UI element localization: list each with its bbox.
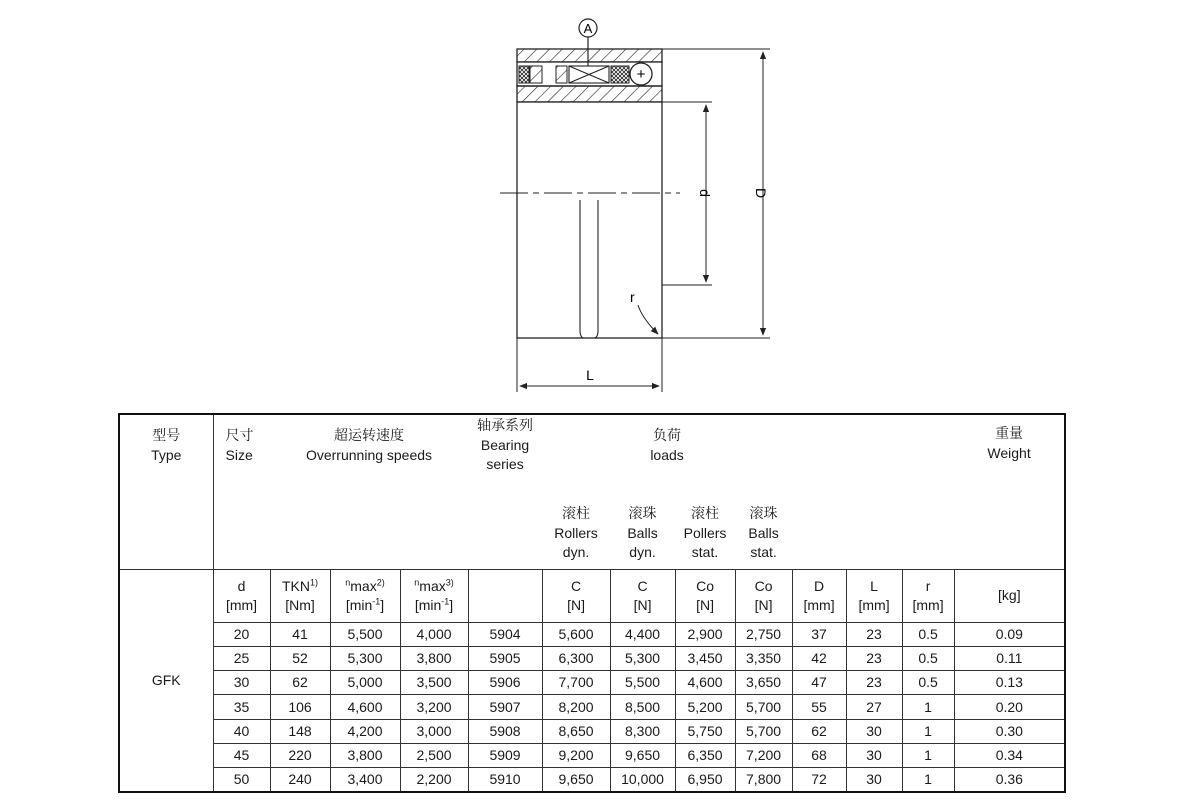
table-cell: 0.11 [954, 646, 1065, 670]
table-row [119, 671, 1065, 695]
table-row [119, 719, 1065, 743]
table-cell: 4,400 [610, 622, 675, 646]
table-cell: 25 [213, 646, 270, 670]
table-cell: 4,200 [330, 719, 400, 743]
table-cell [902, 503, 954, 570]
spec-table [118, 413, 1066, 793]
table-cell: 40 [213, 719, 270, 743]
rollers-dyn-header: 滚柱 Rollers dyn. [554, 505, 598, 560]
balls-dyn-header: 滚珠 Balls dyn. [627, 505, 658, 560]
table-cell: 240 [270, 768, 330, 792]
table-cell: 42 [792, 646, 846, 670]
table-cell: 10,000 [610, 768, 675, 792]
table-cell: 3,650 [735, 671, 792, 695]
table-cell: 5,000 [330, 671, 400, 695]
unit-nmax3: $^n\max^{3)}$ $[\min^{-1}]$ [400, 570, 468, 623]
table-cell: 35 [213, 695, 270, 719]
unit-c-rollers: C [N] [542, 570, 610, 623]
table-cell: 30 [846, 743, 902, 767]
table-cell: 3,350 [735, 646, 792, 670]
outer-race-section [517, 49, 662, 62]
weight-header: 重量 Weight [987, 426, 1031, 461]
table-cell: 20 [213, 622, 270, 646]
table-cell: 2,900 [675, 622, 735, 646]
table-cell: 30 [846, 768, 902, 792]
table-cell: 5,500 [330, 622, 400, 646]
table-cell: 3,400 [330, 768, 400, 792]
table-row [119, 768, 1065, 792]
type-value: GFK [119, 570, 213, 792]
table-cell: 50 [213, 768, 270, 792]
table-cell: 8,500 [610, 695, 675, 719]
table-row [119, 622, 1065, 646]
table-cell: 5905 [468, 646, 542, 670]
unit-d: d [mm] [213, 570, 270, 623]
table-cell: 37 [792, 622, 846, 646]
unit-D: D [mm] [792, 570, 846, 623]
bearing-body [517, 102, 662, 338]
table-cell: 5907 [468, 695, 542, 719]
table-cell: 62 [270, 671, 330, 695]
table-cell: 3,450 [675, 646, 735, 670]
table-cell: 9,200 [542, 743, 610, 767]
table-cell: 5,500 [610, 671, 675, 695]
table-cell: 30 [846, 719, 902, 743]
table-cell: 1 [902, 743, 954, 767]
table-cell: 148 [270, 719, 330, 743]
unit-co-rollers: Co [N] [675, 570, 735, 623]
table-row [119, 695, 1065, 719]
table-cell: 72 [792, 768, 846, 792]
table-cell: 9,650 [610, 743, 675, 767]
type-header: 型号 Type [119, 414, 213, 570]
table-cell: 5,300 [610, 646, 675, 670]
table-cell: 5,700 [735, 719, 792, 743]
table-cell [330, 503, 400, 570]
table-cell: 7,800 [735, 768, 792, 792]
table-row [119, 646, 1065, 670]
marker-a-label: A [583, 21, 593, 36]
dim-r-label: r [630, 289, 635, 305]
table-cell: 0.20 [954, 695, 1065, 719]
unit-L: L [mm] [846, 570, 902, 623]
table-cell: 4,600 [675, 671, 735, 695]
table-cell: 5910 [468, 768, 542, 792]
table-cell: 41 [270, 622, 330, 646]
table-cell: 2,500 [400, 743, 468, 767]
table-cell: 23 [846, 671, 902, 695]
table-cell: 5906 [468, 671, 542, 695]
table-row [119, 743, 1065, 767]
table-cell: 27 [846, 695, 902, 719]
rollers-stat-header: 滚柱 Pollers stat. [683, 505, 727, 560]
table-cell: 0.5 [902, 671, 954, 695]
table-cell: 2,750 [735, 622, 792, 646]
inner-race-section [517, 86, 662, 102]
table-cell [954, 503, 1065, 570]
table-cell: 6,350 [675, 743, 735, 767]
table-cell: 5,300 [330, 646, 400, 670]
unit-bearing [468, 570, 542, 623]
table-cell: 6,950 [675, 768, 735, 792]
table-cell: 8,650 [542, 719, 610, 743]
table-cell: 1 [902, 695, 954, 719]
table-cell: 3,200 [400, 695, 468, 719]
table-cell: 0.13 [954, 671, 1065, 695]
table-cell: 23 [846, 646, 902, 670]
table-cell: 2,200 [400, 768, 468, 792]
table-cell: 7,700 [542, 671, 610, 695]
plus-symbol: + [636, 66, 646, 83]
dim-L-label: L [586, 367, 594, 383]
unit-co-balls: Co [N] [735, 570, 792, 623]
table-cell: 5,700 [735, 695, 792, 719]
table-cell: 0.34 [954, 743, 1065, 767]
table-cell: 8,300 [610, 719, 675, 743]
table-cell: 62 [792, 719, 846, 743]
table-cell [400, 503, 468, 570]
loads-header: 负荷 loads [650, 428, 684, 463]
table-cell [213, 503, 270, 570]
dim-D-label: D [753, 187, 769, 199]
unit-r: r [mm] [902, 570, 954, 623]
table-cell: 47 [792, 671, 846, 695]
unit-weight: [kg] [954, 570, 1065, 623]
table-cell [270, 503, 330, 570]
table-cell: 3,500 [400, 671, 468, 695]
table-cell: 0.5 [902, 646, 954, 670]
unit-tkn: TKN$^{1)}$ [Nm] [270, 570, 330, 623]
table-cell: 0.5 [902, 622, 954, 646]
table-cell: 5908 [468, 719, 542, 743]
table-cell: 3,800 [400, 646, 468, 670]
unit-nmax2: $^n\max^{2)}$ $[\min^{-1}]$ [330, 570, 400, 623]
balls-stat-header: 滚珠 Balls stat. [748, 505, 779, 560]
table-cell: 3,000 [400, 719, 468, 743]
table-cell: 5,600 [542, 622, 610, 646]
table-cell: 68 [792, 743, 846, 767]
table-cell: 30 [213, 671, 270, 695]
units-row [119, 570, 1065, 623]
table-cell: 8,200 [542, 695, 610, 719]
unit-c-balls: C [N] [610, 570, 675, 623]
bearing-series-header: 轴承系列 Bearing series [477, 418, 534, 472]
table-cell: 0.09 [954, 622, 1065, 646]
table-cell: 5,200 [675, 695, 735, 719]
table-cell: 106 [270, 695, 330, 719]
speed-header: 超运转速度 Overrunning speeds [305, 428, 433, 463]
table-cell: 52 [270, 646, 330, 670]
table-cell: 5,750 [675, 719, 735, 743]
load-subheader-row [119, 503, 1065, 570]
size-header: 尺寸 Size [225, 428, 254, 463]
table-cell [792, 414, 954, 503]
table-cell [468, 503, 542, 570]
table-cell: 5909 [468, 743, 542, 767]
table-cell: 4,600 [330, 695, 400, 719]
table-cell: 9,650 [542, 768, 610, 792]
table-cell: 0.36 [954, 768, 1065, 792]
table-cell: 45 [213, 743, 270, 767]
table-cell [846, 503, 902, 570]
table-cell: 3,800 [330, 743, 400, 767]
table-cell: 5904 [468, 622, 542, 646]
table-cell: 7,200 [735, 743, 792, 767]
header-row [119, 414, 1065, 503]
table-cell [792, 503, 846, 570]
table-cell: 1 [902, 719, 954, 743]
table-cell: 220 [270, 743, 330, 767]
table-cell: 23 [846, 622, 902, 646]
table-cell: 55 [792, 695, 846, 719]
table-cell: 0.30 [954, 719, 1065, 743]
table-cell: 1 [902, 768, 954, 792]
dim-d-label: d [697, 189, 713, 197]
table-cell: 6,300 [542, 646, 610, 670]
table-cell: 4,000 [400, 622, 468, 646]
